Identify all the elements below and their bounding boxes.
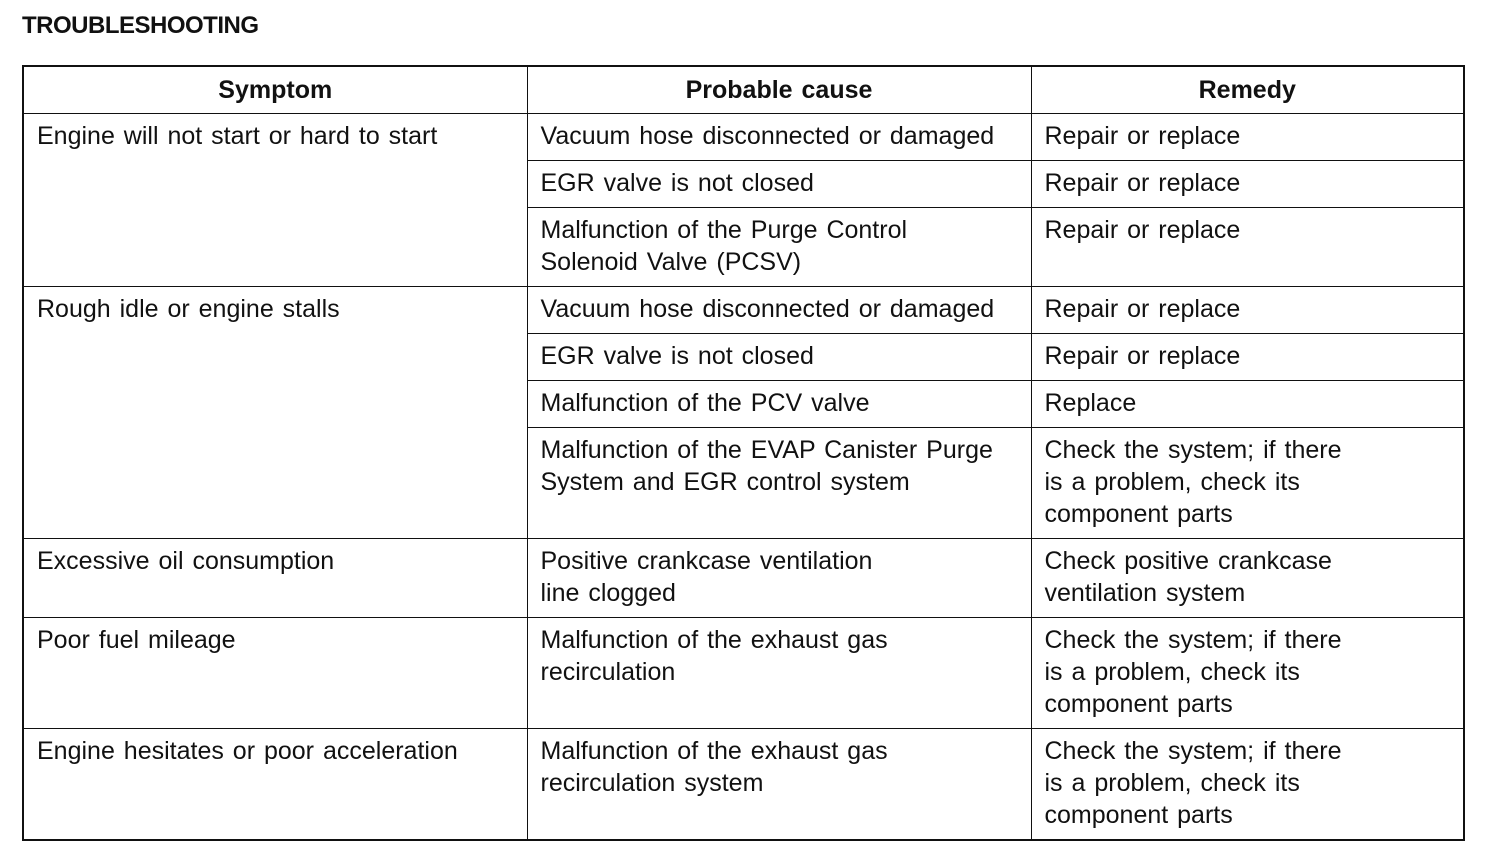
cause-cell: [527, 618, 1031, 729]
table-row: [23, 729, 1464, 841]
table-row: [23, 287, 1464, 334]
remedy-line: Check the system; if there: [1044, 436, 1342, 464]
cause-cell: [527, 729, 1031, 841]
symptom-cell: [23, 539, 527, 618]
remedy-cell: [1031, 539, 1464, 618]
remedy-cell: [1031, 161, 1464, 208]
remedy-cell: [1031, 287, 1464, 334]
symptom-text: Rough idle or engine stalls: [37, 295, 340, 323]
remedy-line: component parts: [1044, 500, 1233, 528]
remedy-cell: [1031, 381, 1464, 428]
remedy-cell: [1031, 114, 1464, 161]
cause-cell: [527, 539, 1031, 618]
cause-line: Solenoid Valve (PCSV): [540, 248, 802, 276]
cause-line: EGR valve is not closed: [540, 169, 814, 197]
remedy-cell: [1031, 334, 1464, 381]
cause-line: Positive crankcase ventilation: [540, 547, 873, 575]
header-probable-cause: Probable cause: [527, 66, 1031, 114]
remedy-line: Check positive crankcase: [1044, 547, 1332, 575]
remedy-line: component parts: [1044, 690, 1233, 718]
table-row: [23, 539, 1464, 618]
remedy-line: is a problem, check its: [1044, 658, 1300, 686]
cause-cell: [527, 428, 1031, 539]
remedy-line: is a problem, check its: [1044, 769, 1300, 797]
header-symptom: Symptom: [23, 66, 527, 114]
cause-cell: [527, 208, 1031, 287]
remedy-line: component parts: [1044, 801, 1233, 829]
cause-line: recirculation: [540, 658, 676, 686]
cause-line: line clogged: [540, 579, 676, 607]
table-row: [23, 114, 1464, 161]
remedy-line: Repair or replace: [1044, 122, 1241, 150]
remedy-line: Replace: [1044, 389, 1137, 417]
cause-line: Malfunction of the PCV valve: [540, 389, 870, 417]
symptom-text: Engine hesitates or poor acceleration: [37, 737, 458, 765]
remedy-cell: [1031, 428, 1464, 539]
troubleshooting-table: [22, 65, 1465, 841]
cause-line: System and EGR control system: [540, 468, 910, 496]
table-row: [23, 618, 1464, 729]
symptom-cell: [23, 287, 527, 539]
remedy-line: Check the system; if there: [1044, 737, 1342, 765]
cause-cell: [527, 114, 1031, 161]
remedy-line: is a problem, check its: [1044, 468, 1300, 496]
symptom-text: Poor fuel mileage: [37, 626, 236, 654]
cause-cell: [527, 334, 1031, 381]
cause-line: Vacuum hose disconnected or damaged: [540, 295, 995, 323]
cause-line: Malfunction of the exhaust gas: [540, 626, 888, 654]
symptom-text: Excessive oil consumption: [37, 547, 335, 575]
remedy-line: Check the system; if there: [1044, 626, 1342, 654]
table-body: [23, 114, 1464, 841]
cause-line: Vacuum hose disconnected or damaged: [540, 122, 995, 150]
symptom-text: Engine will not start or hard to start: [37, 122, 438, 150]
remedy-line: Repair or replace: [1044, 342, 1241, 370]
remedy-line: Repair or replace: [1044, 295, 1241, 323]
header-row: [23, 66, 1464, 114]
remedy-cell: [1031, 729, 1464, 841]
symptom-cell: [23, 618, 527, 729]
remedy-line: ventilation system: [1044, 579, 1246, 607]
header-remedy: Remedy: [1031, 66, 1464, 114]
cause-cell: [527, 381, 1031, 428]
cause-cell: [527, 161, 1031, 208]
cause-line: EGR valve is not closed: [540, 342, 814, 370]
cause-cell: [527, 287, 1031, 334]
remedy-line: Repair or replace: [1044, 169, 1241, 197]
page-title: TROUBLESHOOTING: [22, 12, 259, 39]
cause-line: recirculation system: [540, 769, 764, 797]
remedy-cell: [1031, 618, 1464, 729]
cause-line: Malfunction of the exhaust gas: [540, 737, 888, 765]
cause-line: Malfunction of the EVAP Canister Purge: [540, 436, 993, 464]
remedy-cell: [1031, 208, 1464, 287]
symptom-cell: [23, 114, 527, 287]
remedy-line: Repair or replace: [1044, 216, 1241, 244]
symptom-cell: [23, 729, 527, 841]
cause-line: Malfunction of the Purge Control: [540, 216, 908, 244]
